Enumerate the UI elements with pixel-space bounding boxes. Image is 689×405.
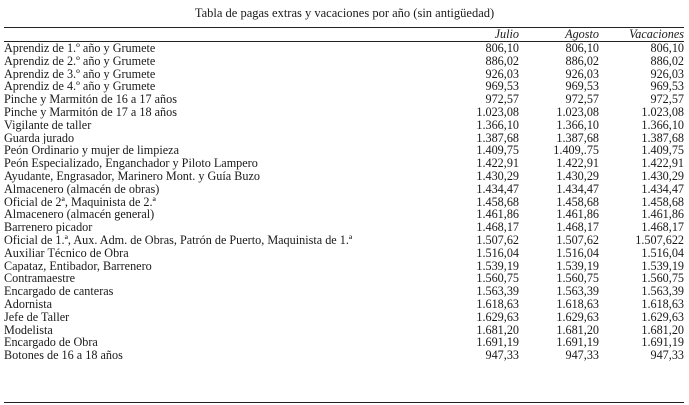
cell-category: Oficial de 1.ª, Aux. Adm. de Obras, Patrón de Puerto, Maquinista de 1.ª <box>4 233 353 247</box>
cell-agosto: 1.681,20 <box>556 323 599 337</box>
cell-vacaciones: 1.023,08 <box>641 105 684 119</box>
cell-vacaciones: 1.458,68 <box>641 195 684 209</box>
cell-category: Aprendiz de 1.º año y Grumete <box>4 41 156 55</box>
table-row <box>4 183 684 196</box>
cell-vacaciones: 886,02 <box>650 54 684 68</box>
column-header-julio: Julio <box>494 28 519 41</box>
cell-agosto: 947,33 <box>565 349 599 362</box>
cell-vacaciones: 1.430,29 <box>641 169 684 183</box>
cell-julio: 1.430,29 <box>476 169 519 183</box>
cell-vacaciones: 1.468,17 <box>641 221 684 234</box>
table-row <box>4 349 684 362</box>
cell-vacaciones: 1.409,75 <box>641 144 684 158</box>
cell-category: Botones de 16 a 18 años <box>4 349 123 362</box>
table-row <box>4 132 684 145</box>
cell-vacaciones: 1.691,19 <box>641 336 684 350</box>
cell-agosto: 806,10 <box>565 41 599 55</box>
cell-vacaciones: 972,57 <box>650 93 684 106</box>
cell-agosto: 1.458,68 <box>556 195 599 209</box>
table-row <box>4 68 684 81</box>
cell-julio: 1.366,10 <box>476 118 519 132</box>
cell-vacaciones: 1.507,622 <box>635 233 684 247</box>
cell-vacaciones: 1.539,19 <box>641 259 684 273</box>
cell-julio: 1.507,62 <box>476 233 519 247</box>
cell-julio: 1.560,75 <box>476 272 519 286</box>
cell-category: Guarda jurado <box>4 131 75 145</box>
cell-category: Modelista <box>4 323 53 337</box>
cell-vacaciones: 1.560,75 <box>641 272 684 286</box>
table-row <box>4 119 684 132</box>
table-row <box>4 80 684 93</box>
cell-category: Pinche y Marmitón de 16 a 17 años <box>4 93 177 106</box>
table-row <box>4 234 684 247</box>
cell-julio: 886,02 <box>485 54 519 68</box>
cell-category: Vigilante de taller <box>4 118 92 132</box>
table-row <box>4 93 684 106</box>
cell-category: Peón Ordinario y mujer de limpieza <box>4 144 179 158</box>
cell-julio: 1.516,04 <box>476 246 519 260</box>
cell-category: Contramaestre <box>4 272 76 286</box>
cell-agosto: 886,02 <box>565 54 599 68</box>
cell-julio: 1.629,63 <box>476 310 519 324</box>
table-row <box>4 285 684 298</box>
cell-vacaciones: 806,10 <box>650 41 684 55</box>
cell-category: Barrenero picador <box>4 221 93 234</box>
cell-agosto: 1.691,19 <box>556 336 599 350</box>
cell-vacaciones: 1.387,68 <box>641 131 684 145</box>
cell-agosto: 1.422,91 <box>556 157 599 170</box>
table-row <box>4 311 684 324</box>
cell-agosto: 1.023,08 <box>556 105 599 119</box>
cell-julio: 947,33 <box>485 349 519 362</box>
cell-julio: 969,53 <box>485 80 519 94</box>
cell-agosto: 1.430,29 <box>556 169 599 183</box>
cell-agosto: 1.468,17 <box>556 221 599 234</box>
cell-vacaciones: 1.366,10 <box>641 118 684 132</box>
cell-agosto: 1.539,19 <box>556 259 599 273</box>
cell-vacaciones: 1.434,47 <box>641 182 684 196</box>
table-title: Tabla de pagas extras y vacaciones por año (sin antigüedad) <box>194 6 495 20</box>
table-row <box>4 144 684 157</box>
cell-category: Aprendiz de 3.º año y Grumete <box>4 67 156 81</box>
table-row <box>4 336 684 349</box>
cell-agosto: 1.434,47 <box>556 182 599 196</box>
cell-julio: 1.409,75 <box>476 144 519 158</box>
cell-julio: 1.691,19 <box>476 336 519 350</box>
cell-category: Auxiliar Técnico de Obra <box>4 246 129 260</box>
cell-vacaciones: 1.681,20 <box>641 323 684 337</box>
cell-category: Encargado de Obra <box>4 336 98 350</box>
cell-vacaciones: 926,03 <box>650 67 684 81</box>
cell-category: Aprendiz de 4.º año y Grumete <box>4 80 156 94</box>
cell-category: Almacenero (almacén de obras) <box>4 182 160 196</box>
cell-agosto: 1.387,68 <box>556 131 599 145</box>
table-row <box>4 196 684 209</box>
cell-julio: 1.387,68 <box>476 131 519 145</box>
cell-category: Capataz, Entibador, Barrenero <box>4 259 152 273</box>
cell-category: Adornista <box>4 297 53 311</box>
cell-vacaciones: 947,33 <box>650 349 684 362</box>
cell-category: Oficial de 2ª, Maquinista de 2.ª <box>4 195 156 209</box>
table-row <box>4 106 684 119</box>
cell-agosto: 1.366,10 <box>556 118 599 132</box>
cell-vacaciones: 1.422,91 <box>641 157 684 170</box>
cell-julio: 1.539,19 <box>476 259 519 273</box>
cell-agosto: 1.618,63 <box>556 297 599 311</box>
cell-agosto: 1.629,63 <box>556 310 599 324</box>
cell-vacaciones: 1.563,39 <box>641 285 684 298</box>
cell-category: Encargado de canteras <box>4 285 114 298</box>
table-row <box>4 221 684 234</box>
cell-julio: 806,10 <box>485 41 519 55</box>
table-row <box>4 298 684 311</box>
table-row <box>4 324 684 337</box>
cell-category: Pinche y Marmitón de 17 a 18 años <box>4 105 177 119</box>
cell-julio: 1.618,63 <box>476 297 519 311</box>
cell-category: Ayudante, Engrasador, Marinero Mont. y Guía Buzo <box>4 169 260 183</box>
cell-agosto: 1.516,04 <box>556 246 599 260</box>
cell-julio: 1.468,17 <box>476 221 519 234</box>
cell-vacaciones: 969,53 <box>650 80 684 94</box>
table-row <box>4 208 684 221</box>
cell-julio: 1.563,39 <box>476 285 519 298</box>
table-row <box>4 55 684 68</box>
cell-julio: 1.458,68 <box>476 195 519 209</box>
cell-julio: 1.422,91 <box>476 157 519 170</box>
cell-vacaciones: 1.461,86 <box>641 208 684 222</box>
cell-agosto: 1.409,.75 <box>553 144 599 158</box>
cell-vacaciones: 1.516,04 <box>641 246 684 260</box>
cell-agosto: 969,53 <box>565 80 599 94</box>
column-header-vacaciones: Vacaciones <box>629 28 684 41</box>
cell-agosto: 972,57 <box>565 93 599 106</box>
column-header-category <box>4 28 436 41</box>
table-bottom-rule <box>4 402 684 403</box>
cell-julio: 972,57 <box>485 93 519 106</box>
cell-julio: 1.023,08 <box>476 105 519 119</box>
table-row <box>4 272 684 285</box>
table-row <box>4 157 684 170</box>
cell-julio: 1.681,20 <box>476 323 519 337</box>
table-row <box>4 260 684 273</box>
table-row <box>4 170 684 183</box>
cell-category: Almacenero (almacén general) <box>4 208 155 222</box>
cell-agosto: 926,03 <box>565 67 599 81</box>
cell-agosto: 1.461,86 <box>556 208 599 222</box>
table-body <box>4 41 684 362</box>
cell-category: Jefe de Taller <box>4 310 70 324</box>
cell-agosto: 1.507,62 <box>556 233 599 247</box>
cell-vacaciones: 1.629,63 <box>641 310 684 324</box>
cell-julio: 926,03 <box>485 67 519 81</box>
pay-table <box>4 28 684 362</box>
header-row <box>4 28 684 41</box>
cell-julio: 1.434,47 <box>476 182 519 196</box>
cell-category: Aprendiz de 2.º año y Grumete <box>4 54 156 68</box>
cell-agosto: 1.560,75 <box>556 272 599 286</box>
table-row <box>4 247 684 260</box>
cell-category: Peón Especializado, Enganchador y Piloto Lampero <box>4 157 258 170</box>
cell-agosto: 1.563,39 <box>556 285 599 298</box>
cell-vacaciones: 1.618,63 <box>641 297 684 311</box>
table-row <box>4 41 684 55</box>
table-header <box>4 28 684 41</box>
column-header-agosto: Agosto <box>565 28 599 41</box>
cell-julio: 1.461,86 <box>476 208 519 222</box>
